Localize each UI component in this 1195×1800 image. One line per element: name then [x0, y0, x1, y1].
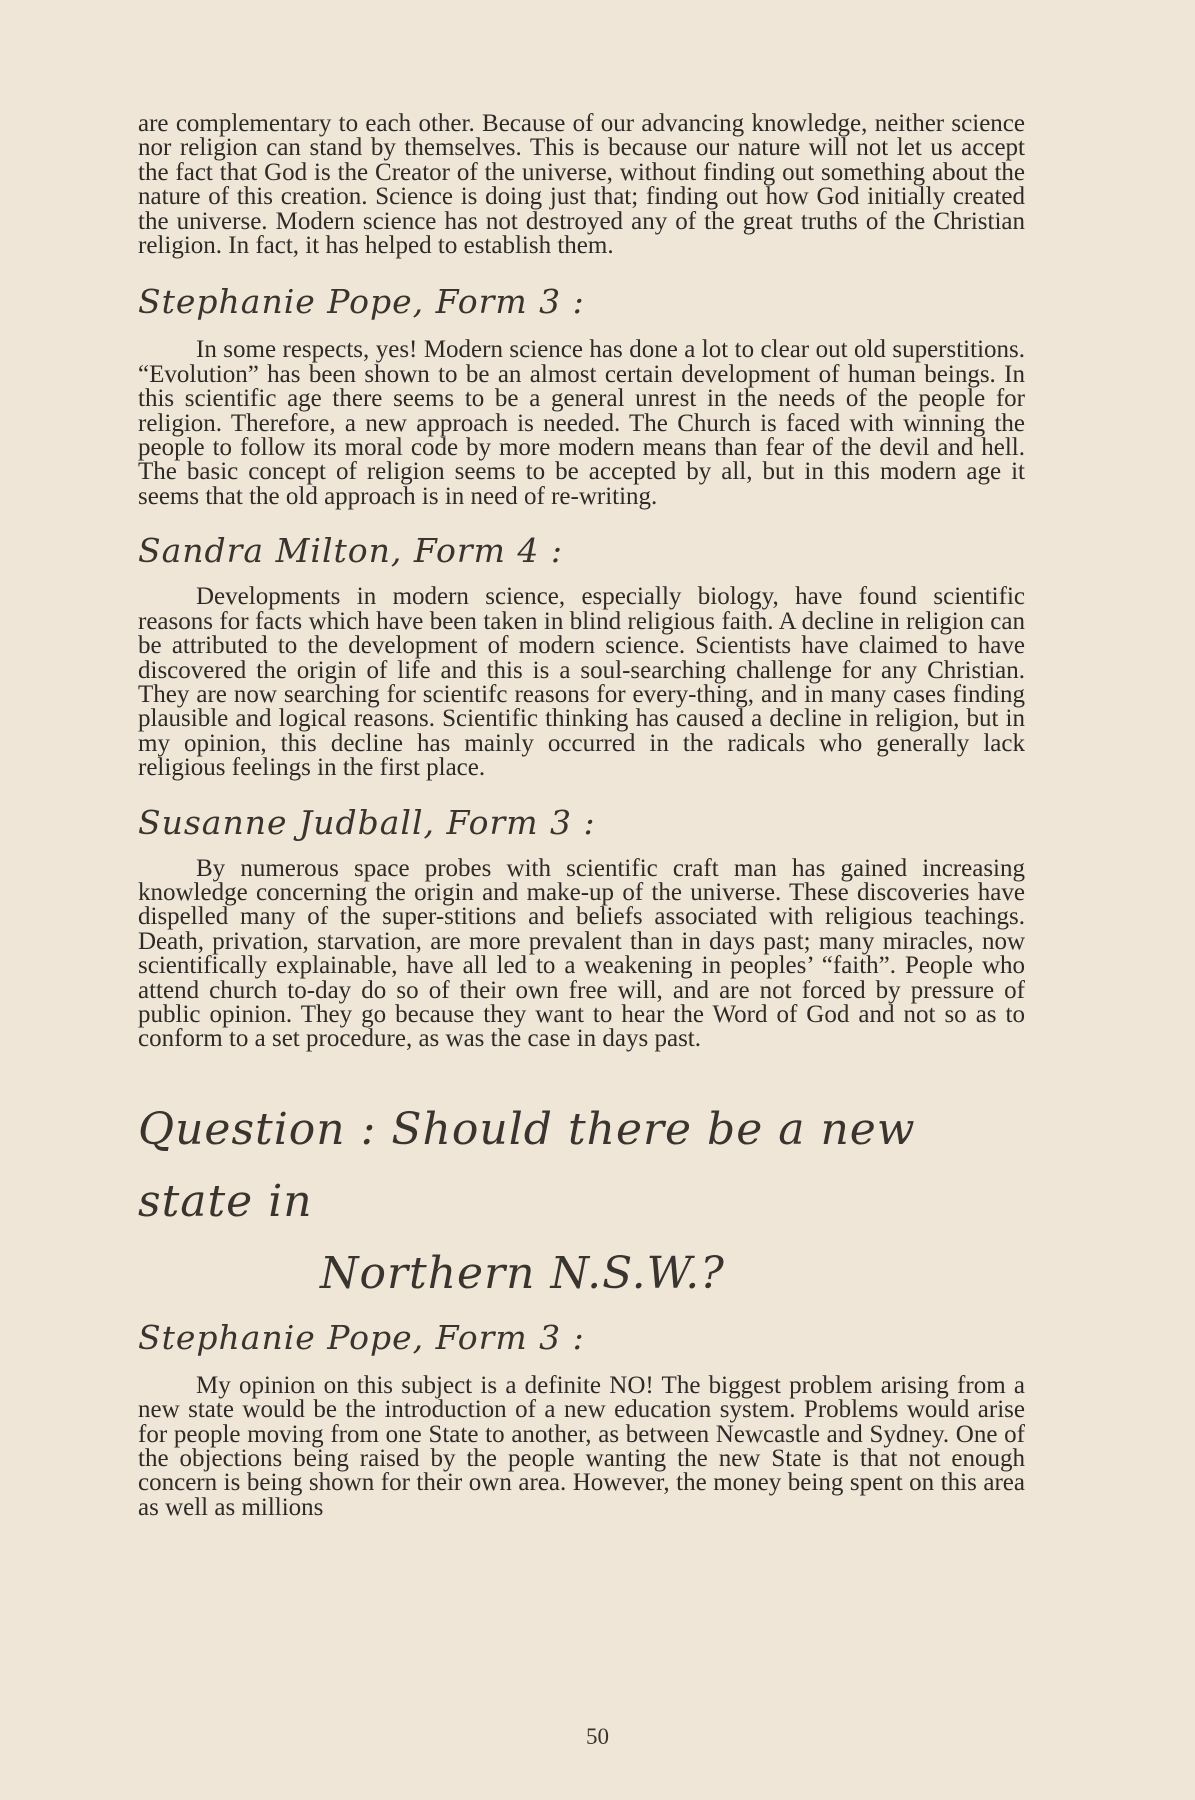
page-number: 50: [586, 1724, 609, 1749]
continued-paragraph: are complementary to each other. Because of our advancing knowledge, neither science nor religion can stand by themselves. This is because our nature will not let us accept the fact that God is the Creator of the universe, without finding out something about the nature of this creation. Science is doing just that; finding out how God initially created the universe. Modern science has not destroyed any of the great truths of the Christian religion. In fact, it has helped to establish them.: [138, 110, 1025, 260]
answer-paragraph-stephanie-pope: In some respects, yes! Modern science has done a lot to clear out old superstitions. “Evolution” has been shown to be an almost certain development of human beings. In this scientific age there seems to be a general unrest in the needs of the people for religion. Therefore, a new approach is needed. The Church is faced with winning the people to follow its moral code by more modern means than fear of the devil and hell. The basic concept of religion seems to be accepted by all, but in this modern age it seems that the old approach is in need of re-writing.: [138, 336, 1025, 510]
answer-paragraph-new-state: My opinion on this subject is a definite NO! The biggest problem arising from a new state would be the introduction of a new education system. Problems would arise for people moving from one State to another, as between Newcastle and Sydney. One of the objections being raised by the people wanting the new State is that not enough concern is being shown for their own area. However, the money being spent on this area as well as millions: [138, 1371, 1025, 1521]
author-byline-susanne-judball: Susanne Judball, Form 3 :: [138, 802, 596, 842]
question-line-2: Northern N.S.W.?: [320, 1247, 725, 1299]
author-byline-stephanie-pope-2: Stephanie Pope, Form 3 :: [138, 1317, 585, 1357]
question-heading: [138, 1094, 1025, 1310]
answer-paragraph-sandra-milton: Developments in modern science, especially biology, have found scientific reasons for facts which have been taken in blind religious faith. A decline in religion can be attributed to the development of modern science. Scientists have claimed to have discovered the origin of life and this is a soul-searching challenge for any Christian. They are now searching for scientifc reasons for every-thing, and in many cases finding plausible and logical reasons. Scientific thinking has caused a decline in religion, but in my opinion, this decline has mainly occurred in the radicals who generally lack religious feelings in the first place.: [138, 583, 1025, 782]
author-byline-sandra-milton: Sandra Milton, Form 4 :: [138, 531, 563, 571]
author-byline-stephanie-pope: Stephanie Pope, Form 3 :: [138, 282, 585, 322]
question-line-1: Question : Should there be a new state in: [138, 1103, 916, 1227]
answer-paragraph-susanne-judball: By numerous space probes with scientific craft man has gained increasing knowledge concerning the origin and make-up of the universe. These discoveries have dispelled many of the super-stitions and beliefs associated with religious teachings. Death, privation, starvation, are more prevalent than in days past; many miracles, now scientifically explainable, have all led to a weakening in peoples’ “faith”. People who attend church to-day do so of their own free will, and are not forced by pressure of public opinion. They go because they want to hear the Word of God and not so as to conform to a set procedure, as was the case in days past.: [138, 854, 1025, 1053]
